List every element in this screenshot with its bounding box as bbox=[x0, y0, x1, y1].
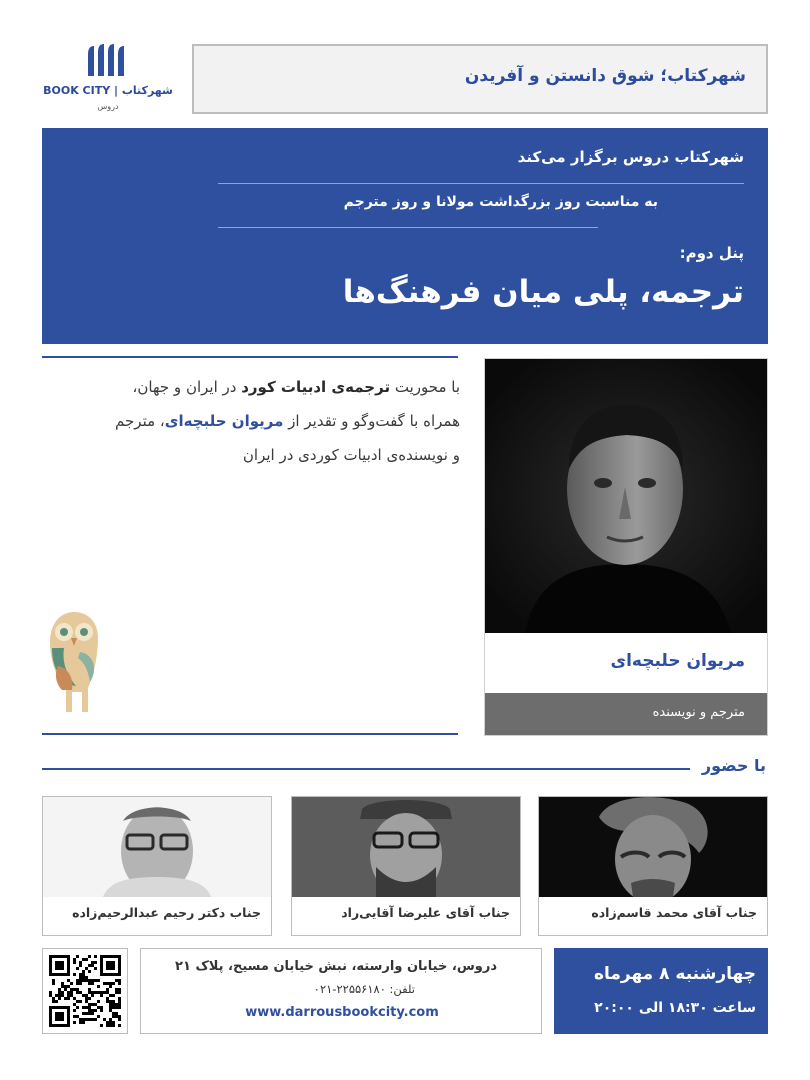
featured-name-band bbox=[485, 633, 767, 693]
featured-guest-photo bbox=[485, 359, 767, 633]
guest-name-highlight: مریوان حلبچه‌ای bbox=[164, 412, 284, 430]
divider bbox=[218, 183, 744, 184]
address-text: دروس، خیابان وارسته، نبش خیابان مسیح، پلاک ۲۱ bbox=[175, 959, 497, 974]
attendance-label: با حضور bbox=[701, 756, 766, 775]
qr-code-icon bbox=[43, 949, 127, 1033]
phone-text: تلفن: ۲۲۵۵۶۱۸۰-۰۲۱ bbox=[313, 982, 415, 996]
event-banner bbox=[42, 128, 768, 344]
organizer-line: شهرکتاب دروس برگزار می‌کند bbox=[517, 148, 744, 166]
tagline: شهرکتاب؛ شوق دانستن و آفریدن bbox=[464, 66, 746, 86]
guest-card bbox=[538, 796, 768, 936]
panel-label: پنل دوم: bbox=[679, 244, 744, 262]
guest-name: جناب آقای علیرضا آقایی‌راد bbox=[341, 905, 510, 920]
guest-name: جناب آقای محمد قاسم‌زاده bbox=[591, 905, 757, 920]
featured-guest-name: مریوان حلبچه‌ای bbox=[610, 651, 745, 671]
guest-photo bbox=[43, 797, 271, 897]
description-line bbox=[40, 404, 460, 438]
portrait-illustration bbox=[539, 797, 767, 897]
qr-code[interactable] bbox=[42, 948, 128, 1034]
event-title: ترجمه، پلی میان فرهنگ‌ها bbox=[342, 274, 744, 310]
portrait-illustration bbox=[43, 797, 271, 897]
description-line bbox=[40, 370, 460, 404]
text-span: با محوریت bbox=[390, 378, 460, 396]
featured-guest-role: مترجم و نویسنده bbox=[652, 705, 745, 720]
logo-text: BOOK CITY | شهرکتاب bbox=[43, 84, 173, 97]
attendance-rule bbox=[42, 768, 690, 770]
owl-icon bbox=[44, 608, 104, 718]
guest-photo bbox=[292, 797, 520, 897]
description-line: و نویسنده‌ی ادبیات کوردی در ایران bbox=[242, 446, 460, 464]
guest-card bbox=[291, 796, 521, 936]
text-span: همراه با گفت‌وگو و تقدیر از bbox=[283, 412, 460, 430]
bookcity-logo-icon bbox=[84, 44, 126, 78]
portrait-illustration bbox=[485, 359, 767, 633]
featured-guest-card bbox=[484, 358, 768, 736]
date-box bbox=[554, 948, 768, 1034]
featured-role-band bbox=[485, 693, 767, 735]
highlight-text: ترجمه‌ی ادبیات کورد bbox=[241, 378, 391, 396]
portrait-illustration bbox=[292, 797, 520, 897]
occasion-line: به مناسبت روز بزرگداشت مولانا و روز مترجم bbox=[343, 194, 658, 210]
description-top-rule bbox=[42, 356, 458, 358]
guest-card bbox=[42, 796, 272, 936]
guest-name: جناب دکتر رحیم عبدالرحیم‌زاده bbox=[72, 905, 261, 920]
text-span: ، مترجم bbox=[115, 412, 165, 430]
event-date: چهارشنبه ۸ مهرماه bbox=[593, 964, 756, 984]
guest-photo bbox=[539, 797, 767, 897]
text-span: در ایران و جهان، bbox=[132, 378, 242, 396]
divider bbox=[218, 227, 598, 228]
event-time: ساعت ۱۸:۳۰ الی ۲۰:۰۰ bbox=[594, 1000, 756, 1016]
logo-branch: دروس bbox=[97, 102, 119, 111]
tagline-box bbox=[192, 44, 768, 114]
description-bottom-rule bbox=[42, 733, 458, 735]
bookcity-logo bbox=[38, 40, 178, 120]
event-description bbox=[40, 370, 460, 472]
website-link[interactable]: www.darrousbookcity.com bbox=[245, 1005, 439, 1020]
address-box bbox=[140, 948, 542, 1034]
